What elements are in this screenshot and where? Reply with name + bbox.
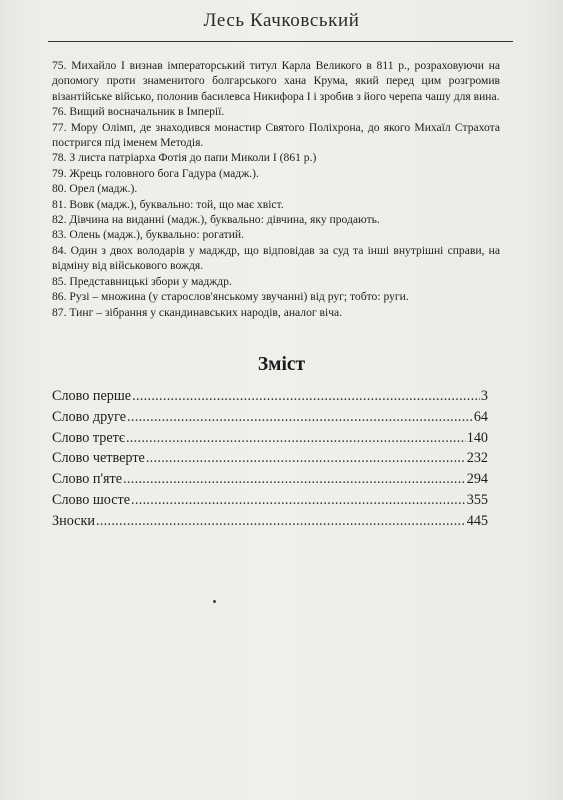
toc-entry-page: 355 [466,491,488,508]
toc-entry-label: Слово шосте [52,491,131,508]
toc-leader-dots [96,511,466,532]
print-speck [213,600,216,603]
toc-entry-label: Слово п'яте [52,471,123,488]
toc-leader-dots [127,407,473,428]
footnote-82: 82. Дівчина на виданні (мадж.), буквально: дівчина, яку продають. [52,213,380,227]
toc-leader-dots [132,386,480,407]
toc-title: Зміст [257,354,306,375]
toc-entry-label: Зноски [52,512,95,529]
toc-entry-page: 3 [480,388,488,404]
toc-entry-page: 294 [466,471,488,488]
toc-entry [52,407,488,428]
footnote-85: 85. Представницькі збори у мадждр. [52,274,232,288]
toc-entry [52,386,488,407]
toc-leader-dots [126,428,466,449]
toc-entry-label: Слово четверте [52,450,145,467]
toc-leader-dots [131,490,466,511]
footnote-76: 76. Вищий восначальник в Імперії. [52,105,225,119]
footnote-80: 80. Орел (мадж.). [52,182,138,196]
toc-entry-page: 64 [473,408,488,425]
toc-entry [52,490,488,511]
toc-leader-dots [123,469,466,490]
toc-leader-dots [146,448,466,469]
table-of-contents [52,386,488,532]
toc-entry-label: Слово перше [52,388,132,404]
footnote-75: 75. Михайло I визнав імператорський титул Карла Великого в 811 р., розраховуючи на допомогу проти знаменитого болгарського хана Крума, який перед цим розгромив візантійське військо, полонив басилевса Никифора I і зробив з його черепа чашу для вина. [52,59,500,103]
footnote-81: 81. Вовк (мадж.), буквально: той, що має хвіст. [52,197,284,211]
toc-entry [52,469,488,490]
footnote-79: 79. Жрець головного бога Гадура (мадж.). [52,166,259,180]
footnote-86: 86. Рузі – множина (у старослов'янському звучанні) від руг; тобто: руги. [52,290,409,304]
toc-entry-page: 232 [466,450,488,467]
toc-entry [52,511,488,532]
header-rule [48,41,513,42]
footnote-78: 78. З листа патріарха Фотія до папи Миколи I (861 р.) [52,151,317,165]
footnote-87: 87. Тинг – зібрання у скандинавських народів, аналог віча. [52,305,343,319]
toc-entry-label: Слово друге [52,408,127,425]
footnotes-list [52,58,500,320]
toc-entry-page: 445 [466,512,488,529]
toc-entry-page: 140 [466,429,488,446]
toc-entry-label: Слово третє [52,429,125,446]
footnote-84: 84. Один з двох володарів у мадждр, що відповідав за суд та інші внутрішні справи, на відміну від військового вождя. [52,243,500,273]
footnote-77: 77. Мору Олімп, де знаходився монастир Святого Поліхрона, до якого Михаїл Страхота постригся під іменем Методія. [52,120,500,150]
running-header-author: Лесь Качковський [203,10,360,31]
footnote-83: 83. Олень (мадж.), буквально: рогатий. [52,228,245,242]
toc-entry [52,428,488,449]
toc-entry [52,448,488,469]
